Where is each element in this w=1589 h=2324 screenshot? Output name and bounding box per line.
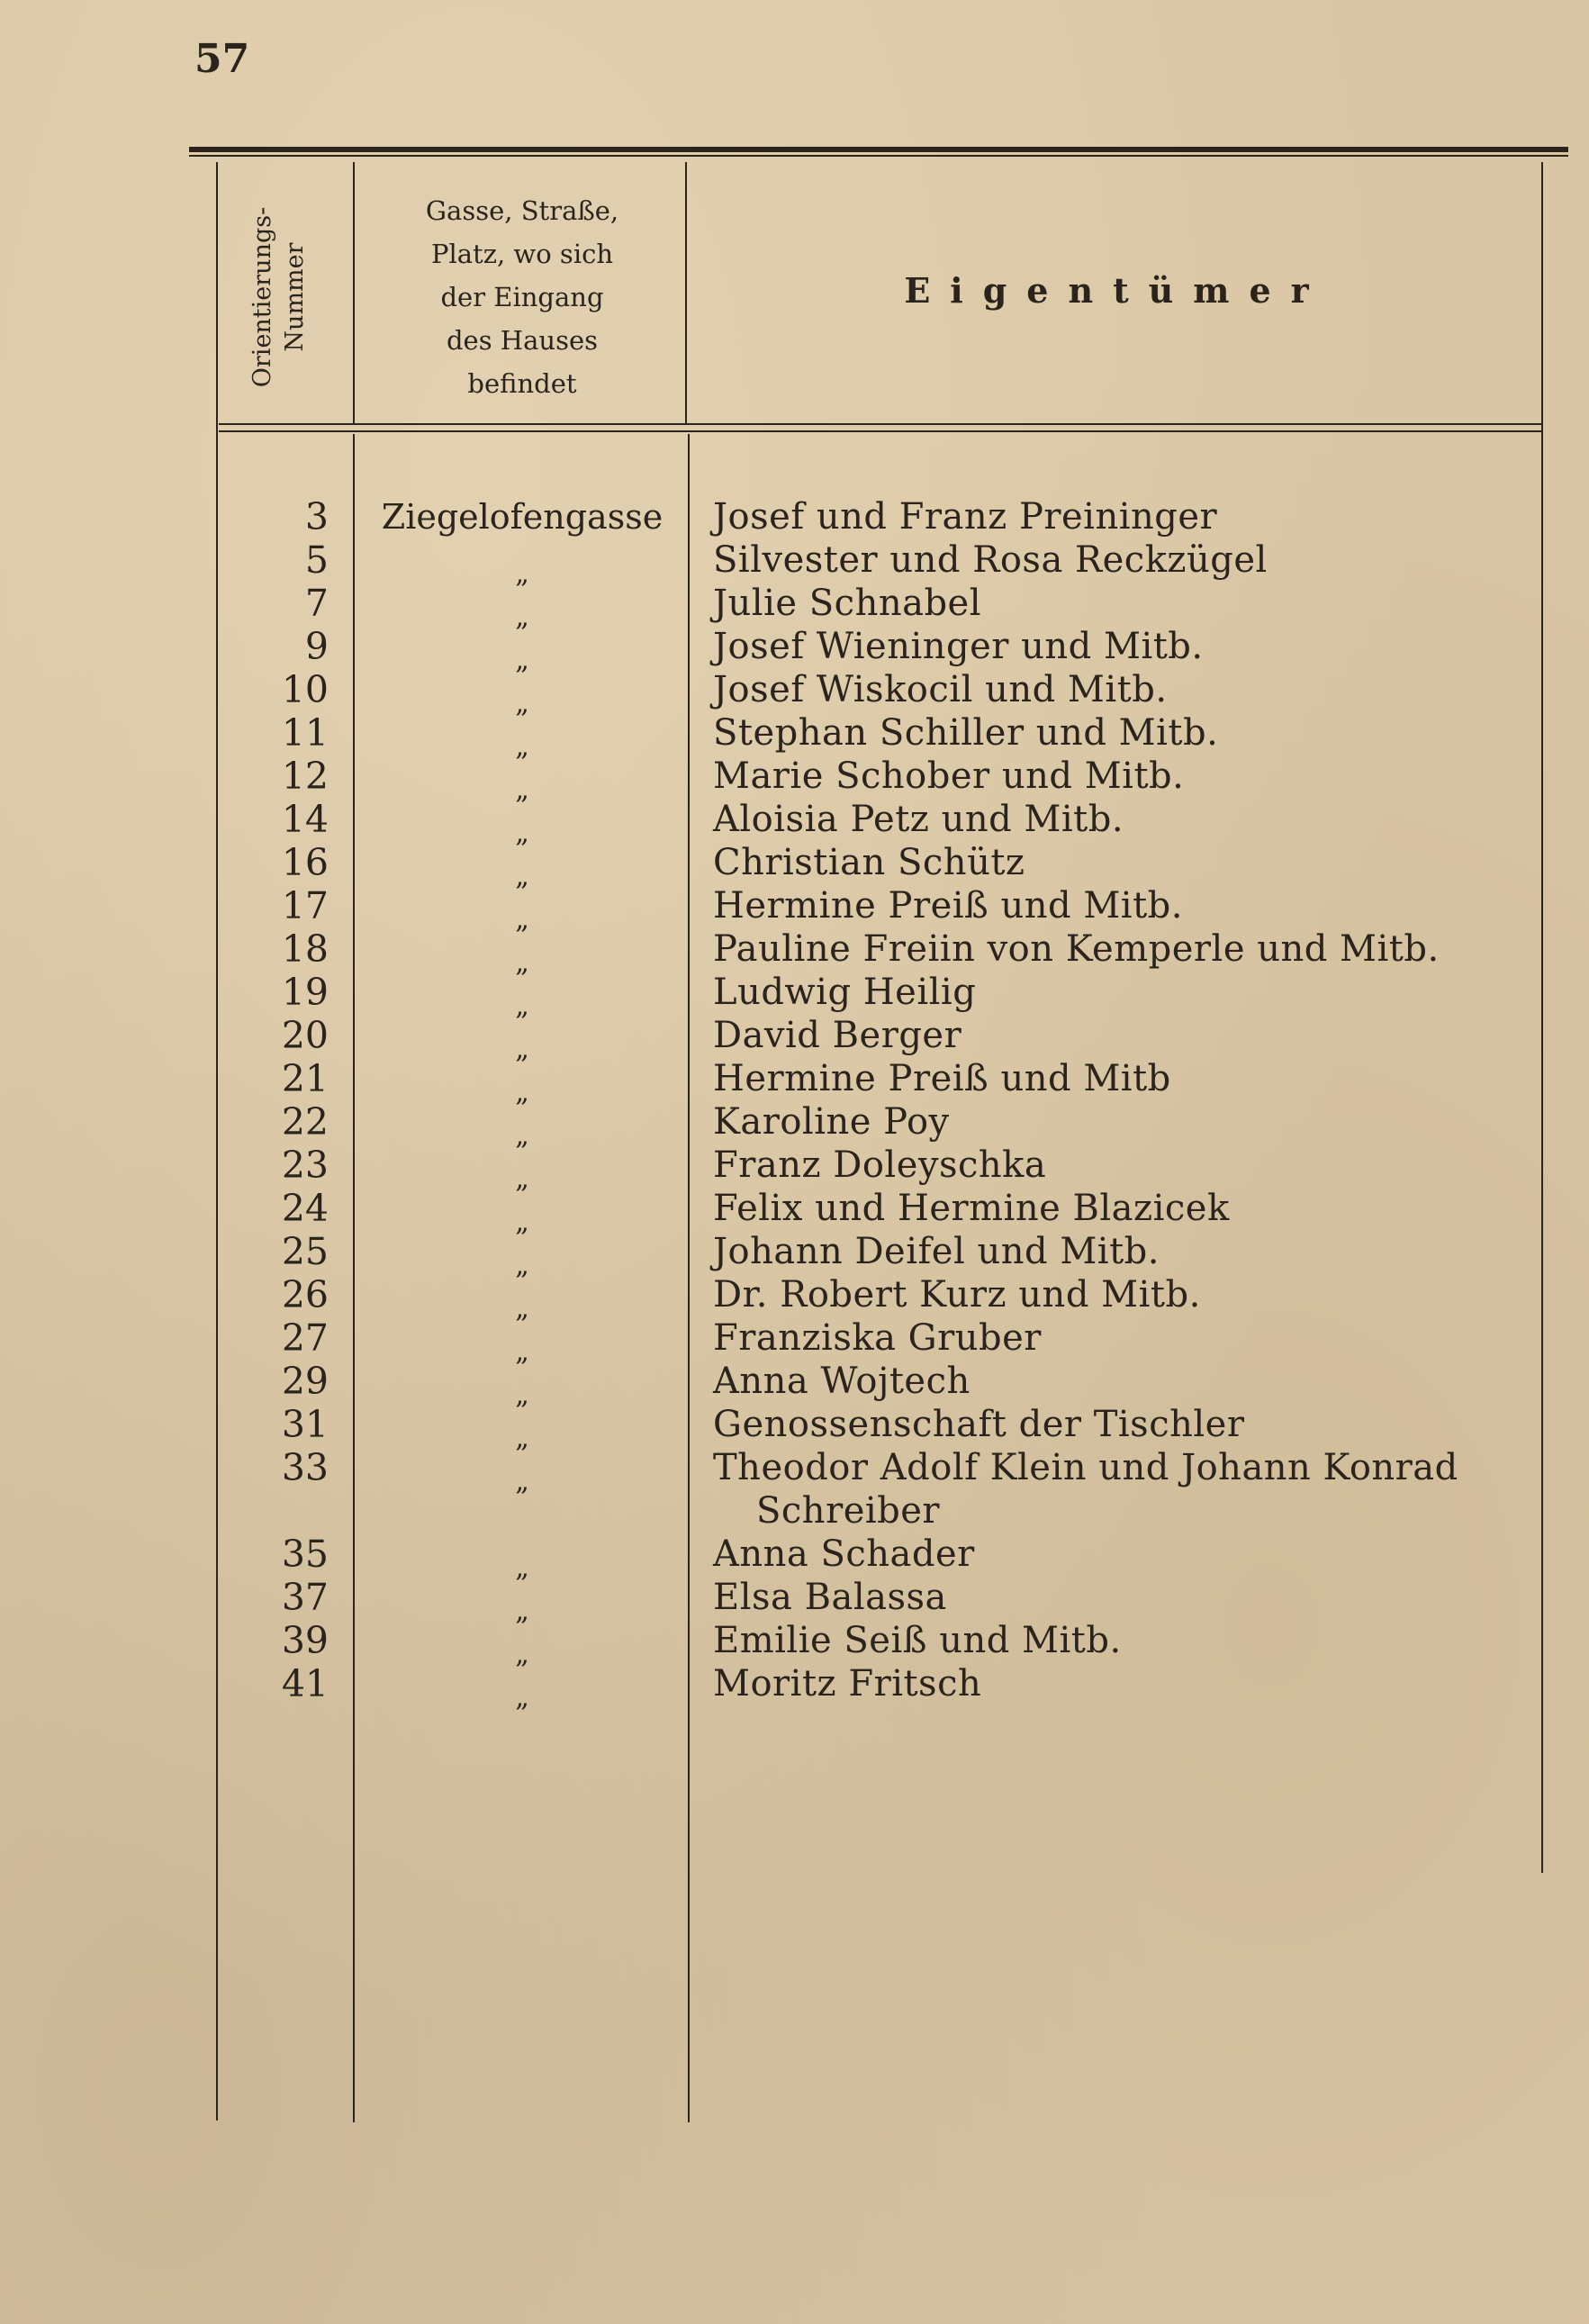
table-row — [0, 495, 1589, 538]
ditto-mark: „ — [515, 1077, 529, 1108]
ditto-mark: „ — [515, 1336, 529, 1368]
row-number: 33 — [281, 1446, 329, 1489]
row-owner-line: Theodor Adolf Klein und Johann Konrad — [713, 1447, 1458, 1488]
row-owner: Karoline Poy — [713, 1101, 950, 1143]
row-owner: Aloisia Petz und Mitb. — [713, 799, 1124, 840]
row-number: 22 — [281, 1100, 329, 1144]
table-row — [0, 625, 1589, 676]
table-row — [0, 1446, 1589, 1533]
row-owner: Dr. Robert Kurz und Mitb. — [713, 1274, 1201, 1316]
row-number: 21 — [281, 1057, 329, 1100]
ditto-mark: „ — [515, 861, 529, 892]
ditto-mark: „ — [515, 1163, 529, 1195]
row-number: 18 — [281, 927, 329, 971]
row-number: 23 — [281, 1144, 329, 1187]
table-row — [0, 1057, 1589, 1108]
row-number: 10 — [281, 668, 329, 711]
row-owner: Anna Schader — [713, 1533, 975, 1575]
table-row — [0, 755, 1589, 806]
row-number: 35 — [281, 1533, 329, 1576]
row-owner: Franziska Gruber — [713, 1317, 1042, 1359]
table-row — [0, 971, 1589, 1022]
row-number: 39 — [281, 1619, 329, 1662]
table-row — [0, 1619, 1589, 1670]
row-owner: Christian Schütz — [713, 842, 1025, 883]
row-owner: Franz Doleyschka — [713, 1144, 1047, 1186]
table-row — [0, 1187, 1589, 1238]
row-owner: Anna Wojtech — [713, 1361, 971, 1402]
row-number: 24 — [281, 1187, 329, 1230]
row-number: 14 — [281, 798, 329, 841]
ditto-mark: „ — [515, 774, 529, 806]
top-rule-thin — [189, 155, 1568, 157]
table-row — [0, 1360, 1589, 1411]
row-number: 12 — [281, 755, 329, 798]
row-number: 5 — [304, 538, 329, 582]
row-number: 25 — [281, 1230, 329, 1273]
table-row — [0, 1230, 1589, 1281]
ditto-mark: „ — [515, 1293, 529, 1325]
ditto-mark: „ — [515, 947, 529, 979]
header-number-column — [248, 185, 309, 410]
row-street: Ziegelofengasse — [381, 497, 664, 537]
row-number: 27 — [281, 1316, 329, 1360]
row-owner: Marie Schober und Mitb. — [713, 755, 1185, 797]
ditto-mark: „ — [515, 818, 529, 849]
table-row — [0, 927, 1589, 979]
row-owner: Genossenschaft der Tischler — [713, 1404, 1245, 1445]
row-number: 41 — [281, 1662, 329, 1705]
row-owner: Hermine Preiß und Mitb — [713, 1058, 1171, 1099]
table-row — [0, 1316, 1589, 1368]
row-number: 17 — [281, 884, 329, 927]
table-row — [0, 1100, 1589, 1152]
header-street-line: befindet — [467, 368, 577, 399]
row-owner: Silvester und Rosa Reckzügel — [713, 539, 1268, 581]
row-owner: Emilie Seiß und Mitb. — [713, 1620, 1122, 1661]
ditto-mark: „ — [515, 1379, 529, 1411]
ditto-mark: „ — [515, 1639, 529, 1670]
ditto-mark: „ — [515, 1596, 529, 1627]
header-owner-column: Eigentümer — [904, 270, 1329, 311]
header-rule-2 — [219, 430, 1541, 432]
row-number: 26 — [281, 1273, 329, 1316]
ditto-mark: „ — [515, 1207, 529, 1238]
header-number-line-2: Nummer — [281, 242, 309, 352]
ditto-mark: „ — [515, 1034, 529, 1065]
table-row — [0, 1403, 1589, 1454]
table-row — [0, 582, 1589, 633]
ditto-mark: „ — [515, 645, 529, 676]
row-owner: Johann Deifel und Mitb. — [713, 1231, 1160, 1272]
row-owner: Josef und Franz Preininger — [713, 496, 1218, 538]
row-number: 16 — [281, 841, 329, 884]
header-street-line: des Hauses — [446, 325, 598, 356]
row-owner: Josef Wieninger und Mitb. — [713, 626, 1204, 667]
header-rule-1 — [219, 423, 1541, 425]
table-row — [0, 538, 1589, 590]
ditto-mark: „ — [515, 1552, 529, 1584]
table-row — [0, 711, 1589, 763]
table-row — [0, 1144, 1589, 1195]
table-row — [0, 1014, 1589, 1065]
row-owner: Hermine Preiß und Mitb. — [713, 885, 1183, 927]
row-owner: David Berger — [713, 1015, 962, 1056]
ditto-mark: „ — [515, 1682, 529, 1714]
row-owner: Ludwig Heilig — [713, 972, 977, 1013]
row-number: 29 — [281, 1360, 329, 1403]
row-owner: Julie Schnabel — [713, 583, 982, 624]
header-number-line-1: Orientierungs- — [248, 206, 276, 388]
page-number: 57 — [194, 36, 250, 82]
ditto-mark: „ — [515, 1120, 529, 1152]
row-owner: Josef Wiskocil und Mitb. — [713, 669, 1168, 710]
row-number: 20 — [281, 1014, 329, 1057]
row-owner — [713, 1446, 1537, 1533]
ditto-mark: „ — [515, 1466, 529, 1497]
ditto-mark: „ — [515, 558, 529, 590]
row-number: 11 — [281, 711, 329, 755]
header-street-line: der Eingang — [440, 282, 604, 312]
row-number: 31 — [281, 1403, 329, 1446]
row-number: 19 — [281, 971, 329, 1014]
table-row — [0, 1273, 1589, 1325]
row-owner: Moritz Fritsch — [713, 1663, 982, 1705]
column-divider-number — [353, 162, 355, 423]
header-street-line: Platz, wo sich — [430, 239, 614, 269]
ditto-mark: „ — [515, 601, 529, 633]
row-owner: Felix und Hermine Blazicek — [713, 1188, 1230, 1229]
table-row — [0, 884, 1589, 936]
top-rule — [189, 147, 1568, 152]
header-street-column — [356, 189, 689, 405]
header-street-line: Gasse, Straße, — [425, 195, 619, 226]
ditto-mark: „ — [515, 904, 529, 936]
ditto-mark: „ — [515, 1250, 529, 1281]
row-owner: Pauline Freiin von Kemperle und Mitb. — [713, 928, 1440, 970]
table-row — [0, 1662, 1589, 1714]
row-number: 9 — [304, 625, 329, 668]
table-row — [0, 798, 1589, 849]
row-number: 3 — [304, 495, 329, 538]
ditto-mark: „ — [515, 990, 529, 1022]
table-row — [0, 668, 1589, 719]
row-owner-continuation: Schreiber — [756, 1490, 941, 1532]
row-number: 7 — [304, 582, 329, 625]
row-owner: Elsa Balassa — [713, 1577, 947, 1618]
ditto-mark: „ — [515, 688, 529, 719]
table-row — [0, 1576, 1589, 1627]
ditto-mark: „ — [515, 731, 529, 763]
table-row — [0, 841, 1589, 892]
ditto-mark: „ — [515, 1423, 529, 1454]
row-owner: Stephan Schiller und Mitb. — [713, 712, 1219, 754]
row-number: 37 — [281, 1576, 329, 1619]
table-row — [0, 1533, 1589, 1584]
